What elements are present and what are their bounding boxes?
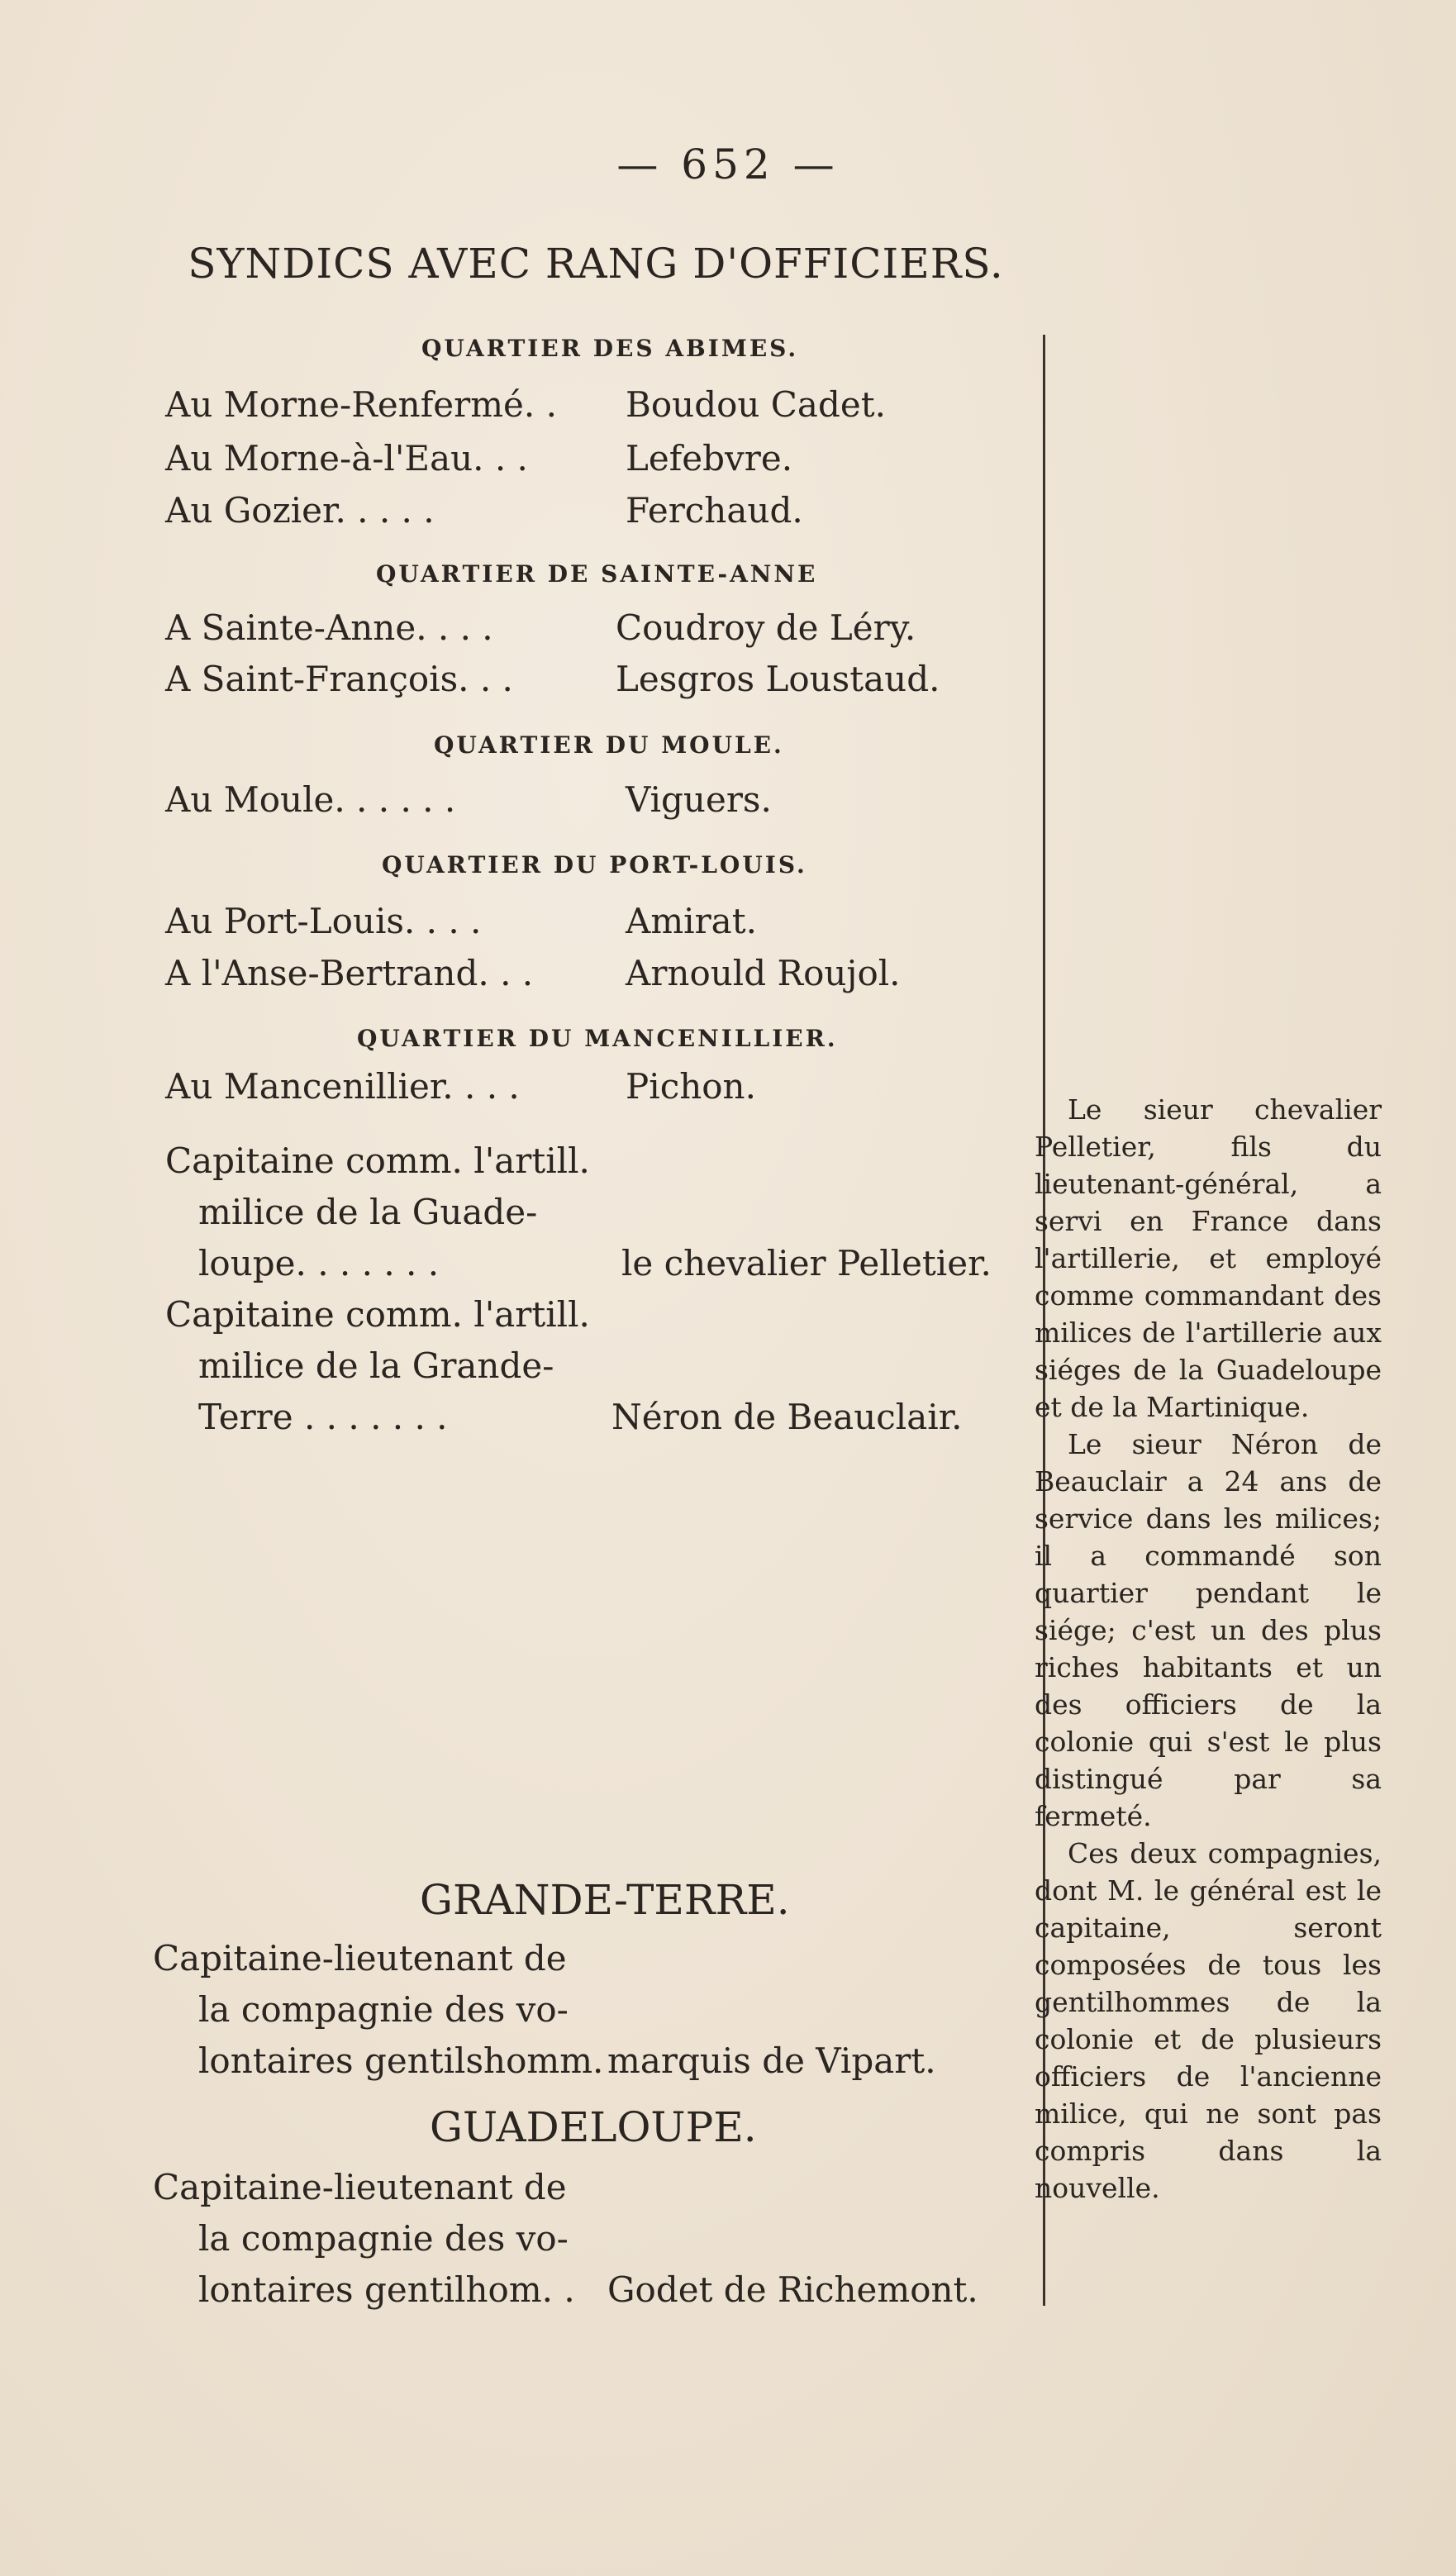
section-line: la compagnie des vo- bbox=[198, 2218, 569, 2259]
quarter-heading: QUARTIER DU MOULE. bbox=[434, 731, 784, 759]
syndic-name: Arnould Roujol. bbox=[626, 953, 901, 993]
syndic-name: Lesgros Loustaud. bbox=[616, 659, 940, 699]
place: Au Morne-Renfermé. . bbox=[165, 384, 557, 425]
syndic-name: Pichon. bbox=[626, 1066, 756, 1107]
side-note: Le sieur chevalier Pelletier, fils du lieutenant-général, a servi en France dans l'artillerie, et employé comme commandant des milices de l'artillerie aux siéges de la Guadeloupe et de la Martinique. bbox=[1035, 1093, 1382, 1423]
section-line: la compagnie des vo- bbox=[198, 1989, 569, 2030]
section-line: lontaires gentilshomm. bbox=[198, 2040, 604, 2081]
artillery-title-line: Capitaine comm. l'artill. bbox=[165, 1140, 590, 1181]
artillery-title-line: milice de la Grande- bbox=[198, 1345, 554, 1386]
place: Au Moule. . . . . . bbox=[165, 779, 456, 820]
artillery-title-line: milice de la Guade- bbox=[198, 1192, 538, 1232]
quarter-heading: QUARTIER DU MANCENILLIER. bbox=[357, 1025, 838, 1052]
officer-name: Godet de Richemont. bbox=[607, 2269, 978, 2310]
place: A Saint-François. . . bbox=[165, 659, 513, 699]
syndic-name: Boudou Cadet. bbox=[626, 384, 886, 425]
artillery-title-line: Terre . . . . . . . bbox=[198, 1397, 448, 1437]
page-number: — 652 — bbox=[616, 140, 840, 188]
quarter-heading: QUARTIER DU PORT-LOUIS. bbox=[382, 851, 807, 879]
place: A l'Anse-Bertrand. . . bbox=[165, 953, 534, 993]
side-notes bbox=[1035, 1091, 1382, 2207]
section-line: lontaires gentilhom. . bbox=[198, 2269, 575, 2310]
place: Au Port-Louis. . . . bbox=[165, 901, 482, 941]
syndic-name: Coudroy de Léry. bbox=[616, 607, 916, 648]
officer-name: Néron de Beauclair. bbox=[611, 1397, 963, 1437]
page-title: SYNDICS AVEC RANG D'OFFICIERS. bbox=[188, 240, 1004, 288]
quarter-heading: QUARTIER DES ABIMES. bbox=[421, 335, 799, 362]
syndic-name: Amirat. bbox=[626, 901, 757, 941]
place: Au Morne-à-l'Eau. . . bbox=[165, 438, 528, 479]
section-heading: GUADELOUPE. bbox=[430, 2103, 757, 2151]
syndic-name: Viguers. bbox=[626, 779, 772, 820]
quarter-heading: QUARTIER DE SAINTE-ANNE bbox=[376, 560, 818, 588]
section-heading: GRANDE-TERRE. bbox=[420, 1876, 790, 1924]
artillery-title-line: Capitaine comm. l'artill. bbox=[165, 1294, 590, 1335]
syndic-name: Lefebvre. bbox=[626, 438, 793, 479]
place: Au Mancenillier. . . . bbox=[165, 1066, 520, 1107]
section-line: Capitaine-lieutenant de bbox=[153, 1938, 567, 1978]
officer-name: marquis de Vipart. bbox=[607, 2040, 936, 2081]
artillery-title-line: loupe. . . . . . . bbox=[198, 1243, 440, 1283]
side-note: Ces deux compagnies, dont M. le général est le capitaine, seront composées de tous les gentilhommes de la colonie et de plusieurs officiers de l'ancienne milice, qui ne sont pas compris dans la nouvelle. bbox=[1035, 1837, 1382, 2204]
place: A Sainte-Anne. . . . bbox=[165, 607, 493, 648]
officer-name: le chevalier Pelletier. bbox=[621, 1243, 992, 1283]
syndic-name: Ferchaud. bbox=[626, 490, 803, 531]
place: Au Gozier. . . . . bbox=[165, 490, 435, 531]
section-line: Capitaine-lieutenant de bbox=[153, 2167, 567, 2207]
side-note: Le sieur Néron de Beauclair a 24 ans de service dans les milices; il a commandé son quartier pendant le siége; c'est un des plus riches habitants et un des officiers de la colonie qui s'est le plus distingué par sa fermeté. bbox=[1035, 1428, 1382, 1832]
